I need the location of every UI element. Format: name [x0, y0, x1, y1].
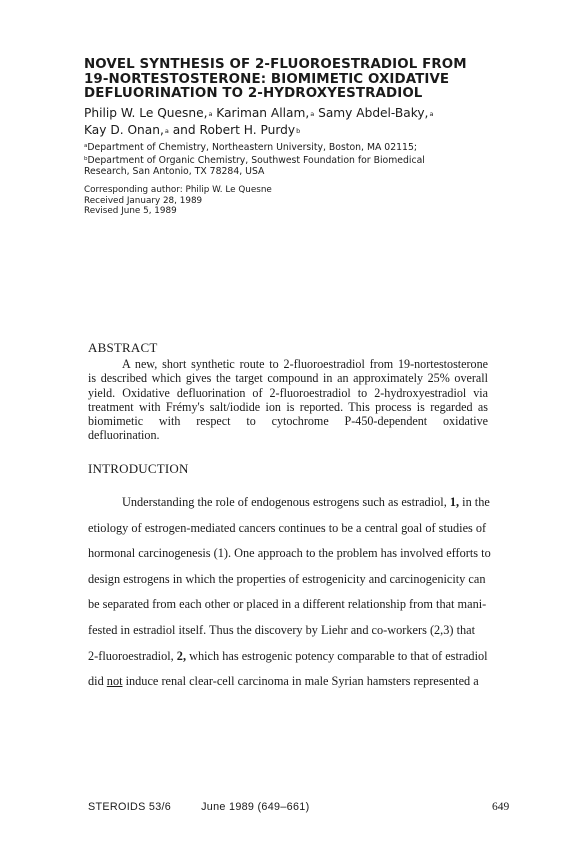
journal-name: STEROIDS 53/6 [88, 801, 172, 813]
intro-line: etiology of estrogen-mediated cancers continues to be a central goal of studies of [88, 520, 487, 535]
introduction-heading: INTRODUCTION [88, 461, 189, 476]
corresponding-author: Corresponding author: Philip W. Le Quesne [84, 185, 272, 195]
affiliation-mark: a [164, 126, 169, 135]
affiliation-b: $^b$Department of Organic Chemistry, Southwest Foundation for Biomedical [84, 154, 425, 166]
title-line: NOVEL SYNTHESIS OF 2-FLUOROESTRADIOL FROM [84, 57, 467, 72]
correspondence-block [84, 185, 504, 217]
abstract-line: biomimetic with respect to cytochrome P-450-dependent oxidative [88, 414, 488, 429]
affiliation-a: $^a$Department of Chemistry, Northeastern University, Boston, MA 02115; [84, 142, 418, 153]
affiliation-mark: a [429, 110, 434, 118]
article-title [84, 58, 504, 102]
author-list [84, 106, 504, 139]
abstract-line: treatment with Frémy's salt/iodide ion is reported. This process is regarded as [88, 399, 488, 414]
author-line [84, 106, 504, 123]
intro-line: did not induce renal clear-cell carcinoma in male Syrian hamsters represented a [88, 674, 479, 689]
page-number: 649 [492, 801, 510, 813]
title-line: 19-NORTESTOSTERONE: BIOMIMETIC OXIDATIVE [84, 71, 450, 87]
abstract-line: yield. Oxidative defluorination of 2-fluoroestradiol to 2-hydroxyestradiol via [88, 385, 488, 400]
emphasis-not: not [106, 674, 123, 689]
abstract-line: is described which gives the target compound in an approximately 25% overall [88, 371, 488, 386]
intro-line: 2-fluoroestradiol, 2, which has estrogenic potency comparable to that of estradiol [88, 648, 488, 663]
abstract-line: A new, short synthetic route to 2-fluoroestradiol from 19-nortestosterone [122, 357, 488, 371]
compound-number: 2, [176, 648, 187, 663]
author-name: Philip W. Le Quesne, [84, 106, 208, 120]
abstract-text [88, 357, 488, 443]
author-name: Kariman Allam, [212, 106, 310, 120]
abstract-line: defluorination. [88, 428, 160, 443]
revised-date: Revised June 5, 1989 [84, 206, 177, 217]
author-name: Kay D. Onan, [84, 122, 164, 137]
introduction-text [88, 490, 516, 695]
affiliation-mark: a [310, 110, 315, 118]
intro-line: design estrogens in which the properties of estrogenicity and carcinogenicity can [88, 571, 486, 586]
affiliation-b-cont: Research, San Antonio, TX 78284, USA [84, 166, 265, 178]
affiliation-mark: b [296, 126, 301, 135]
abstract-heading: ABSTRACT [88, 340, 158, 355]
author-name: Samy Abdel-Baky, [314, 106, 429, 120]
intro-line: fested in estradiol itself. Thus the discovery by Liehr and co-workers (2,3) that [88, 622, 476, 637]
author-line [84, 123, 504, 140]
affiliation-mark: a [208, 110, 213, 118]
journal-footer [88, 801, 339, 813]
affiliations [84, 141, 504, 178]
compound-number: 1, [449, 495, 460, 509]
intro-line: Understanding the role of endogenous estrogens such as estradiol, 1, in the [122, 495, 490, 509]
title-line: DEFLUORINATION TO 2-HYDROXYESTRADIOL [84, 86, 423, 102]
author-name: and Robert H. Purdy [168, 122, 296, 137]
received-date: Received January 28, 1989 [84, 195, 203, 206]
intro-line: be separated from each other or placed in a different relationship from that mani- [88, 597, 487, 612]
intro-line: hormonal carcinogenesis (1). One approach to the problem has involved efforts to [88, 546, 491, 561]
issue-info: June 1989 (649–661) [201, 801, 310, 813]
